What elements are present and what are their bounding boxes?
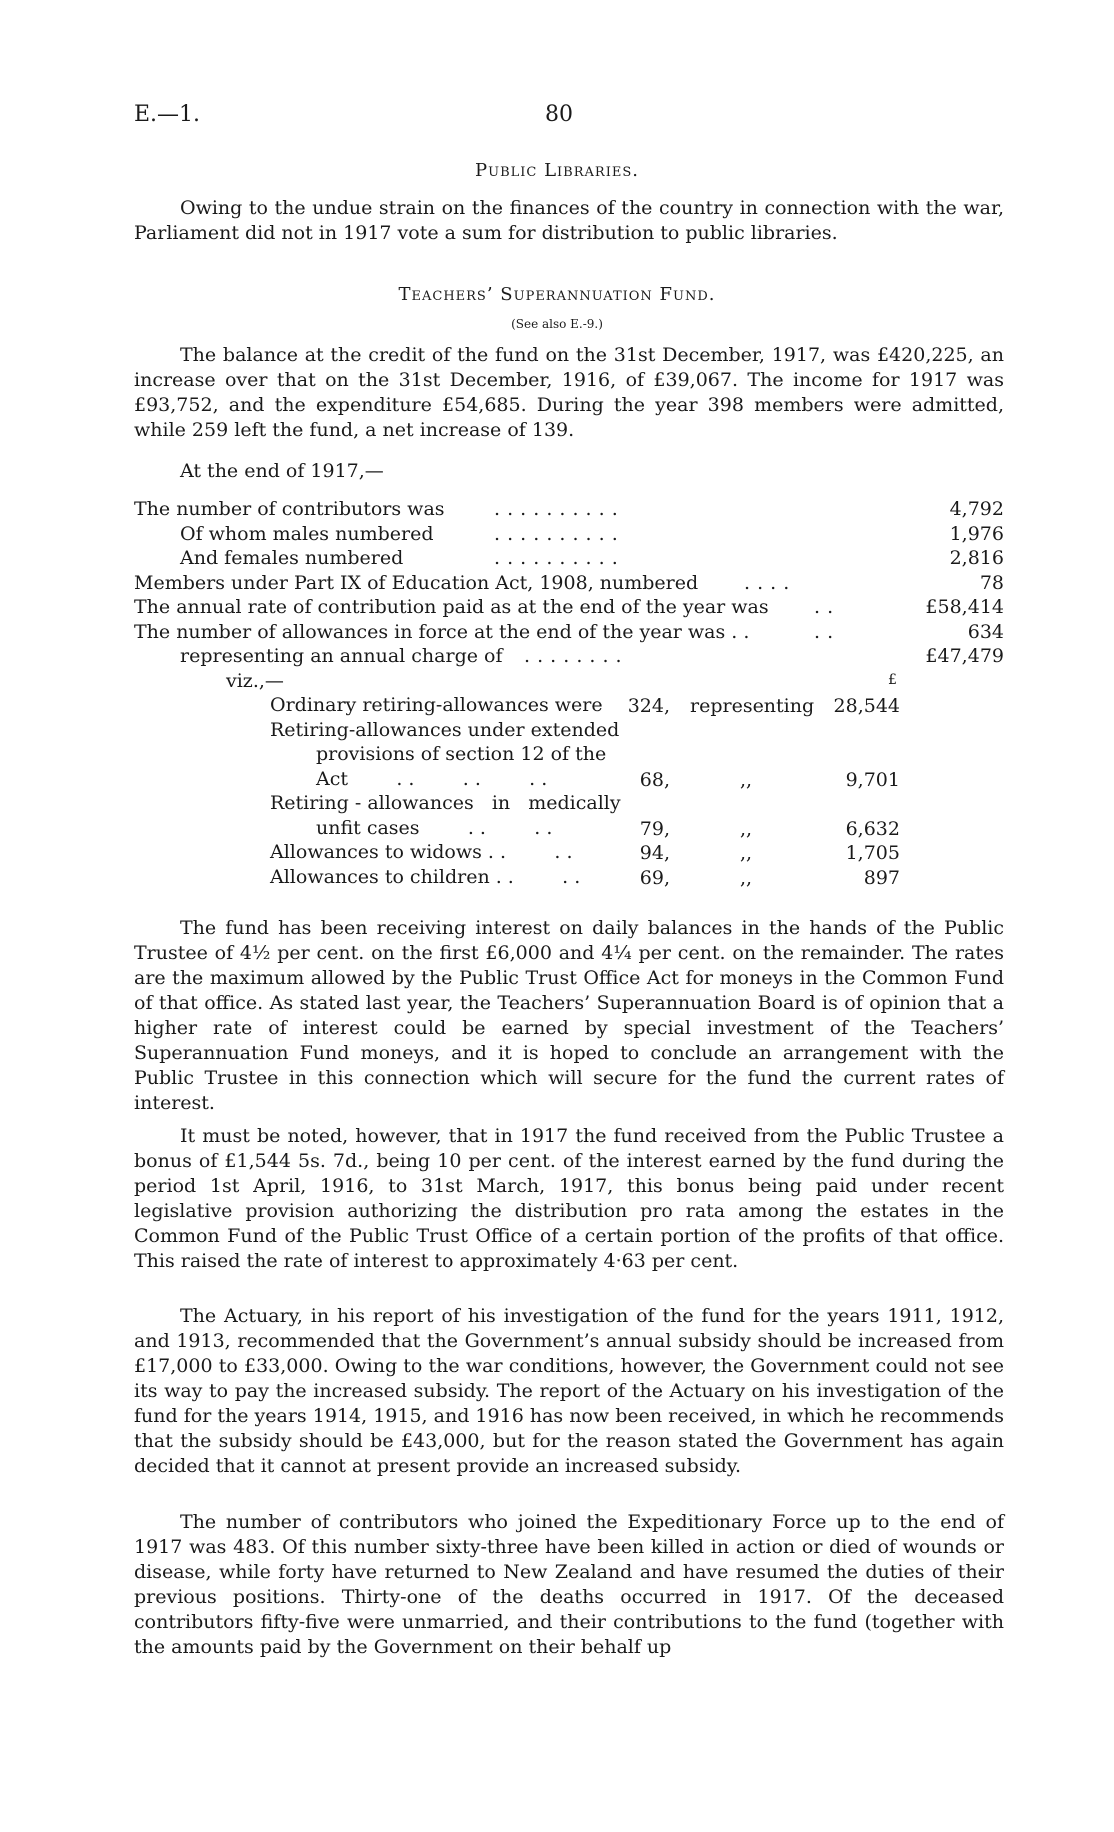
allowance-amount: 897 bbox=[863, 866, 900, 889]
stat-value: £47,479 bbox=[925, 645, 1004, 667]
stat-dot-leader: . . bbox=[814, 596, 834, 618]
document-reference: E.—1. bbox=[134, 102, 201, 127]
pound-column-header: £ bbox=[888, 672, 897, 688]
allowance-figures bbox=[620, 841, 900, 865]
section-title-public-libraries: Public Libraries. bbox=[475, 160, 639, 181]
stat-value: 634 bbox=[967, 620, 1004, 643]
stat-label: And females numbered bbox=[180, 547, 404, 569]
stat-dot-leader: . . . . bbox=[744, 571, 790, 594]
stat-value: 1,976 bbox=[949, 522, 1004, 545]
stat-label: Of whom males numbered bbox=[180, 522, 434, 545]
page-number: 80 bbox=[545, 102, 573, 127]
stat-value: £58,414 bbox=[925, 596, 1004, 618]
stat-dot-leader: . . . . . . . . . . bbox=[494, 498, 619, 520]
allowance-representing: ,, bbox=[740, 768, 753, 791]
section-title-teachers-fund: Teachers’ Superannuation Fund. bbox=[398, 284, 716, 305]
allowance-type-label: Ordinary retiring-allowances were bbox=[270, 694, 603, 716]
allowance-representing: ,, bbox=[740, 842, 753, 864]
stat-row bbox=[134, 620, 1004, 644]
allowance-representing: ,, bbox=[740, 866, 753, 889]
allowance-figures bbox=[620, 694, 900, 718]
allowance-count: 324, bbox=[627, 695, 670, 717]
interest-paragraph: The fund has been receiving interest on daily balances in the hands of the Public Trustee of 4½ per cent. on the first £6,000 and 4¼ per cent. on the remainder. The rates are the maximum allowed by the Public Trust Office Act for moneys in the Common Fund of that office. As stated last year, the Teachers’ Superannuation Board is of opinion that a higher rate of interest could be earned by special investment of the Teachers’ Superannuation Fund moneys, and it is hoped to conclude an arrangement with the Public Trustee in this connection which will secure for the fund the current rates of interest. bbox=[134, 917, 1004, 1114]
allowance-type-label: Act . . . . . . bbox=[316, 767, 548, 790]
allowance-figures bbox=[620, 866, 900, 890]
allowance-count: 94, bbox=[639, 842, 670, 864]
stat-label: The number of contributors was bbox=[134, 498, 445, 520]
allowance-figures bbox=[620, 817, 900, 841]
stat-dot-leader: . . . . . . . . . . bbox=[494, 522, 619, 545]
allowance-count: 79, bbox=[639, 817, 670, 840]
stat-row bbox=[134, 571, 1004, 595]
at-end-of-year-label: At the end of 1917,— bbox=[180, 460, 384, 482]
stat-label: representing an annual charge of bbox=[180, 645, 503, 667]
see-also-note: (See also E.-9.) bbox=[511, 317, 603, 331]
allowance-representing: ,, bbox=[740, 817, 753, 840]
expeditionary-force-paragraph: The number of contributors who joined the Expeditionary Force up to the end of 1917 was 483. Of this number sixty-three have been killed in action or died of wounds or disease, while forty have returned to New Zealand and have resumed the duties of their previous positions. Thirty-one of the deaths occurred in 1917. Of the deceased contributors fifty-five were unmarried, and their contributions to the fund (together with the amounts paid by the Government on their behalf up bbox=[134, 1511, 1004, 1658]
allowance-type-label: Retiring - allowances in medically bbox=[270, 792, 621, 814]
allowance-type-label: provisions of section 12 of the bbox=[316, 743, 607, 765]
allowance-count: 69, bbox=[639, 866, 670, 889]
allowance-type-label: Allowances to children . . . . bbox=[270, 865, 581, 888]
stat-dot-leader: . . bbox=[814, 620, 834, 643]
stat-label: Members under Part IX of Education Act, 1908, numbered bbox=[134, 571, 699, 594]
stat-row bbox=[134, 522, 1004, 546]
stat-dot-leader: . . . . . . . . . . bbox=[494, 547, 619, 569]
allowance-amount: 9,701 bbox=[845, 768, 900, 791]
stat-value: 78 bbox=[979, 571, 1004, 594]
bonus-paragraph: It must be noted, however, that in 1917 the fund received from the Public Trustee a bonus of £1,544 5s. 7d., being 10 per cent. of the interest earned by the fund during the period 1st April, 1916, to 31st March, 1917, this bonus being paid under recent legislative provision authorizing the distribution pro rata among the estates in the Common Fund of the Public Trust Office of a certain portion of the profits of that office. This raised the rate of interest to approximately 4·63 per cent. bbox=[134, 1125, 1004, 1272]
stat-value: 2,816 bbox=[949, 547, 1004, 569]
allowance-type-label: Retiring-allowances under extended bbox=[270, 718, 620, 741]
allowance-type-label: Allowances to widows . . . . bbox=[270, 841, 573, 863]
allowance-amount: 28,544 bbox=[833, 695, 900, 717]
allowance-figures bbox=[620, 768, 900, 792]
stat-row bbox=[134, 644, 1004, 668]
allowance-type-label: unfit cases . . . . bbox=[316, 816, 553, 839]
fund-balance-paragraph: The balance at the credit of the fund on the 31st December, 1917, was £420,225, an increase over that on the 31st December, 1916, of £39,067. The income for 1917 was £93,752, and the expenditure £54,685. During the year 398 members were admitted, while 259 left the fund, a net increase of 139. bbox=[134, 344, 1004, 441]
stat-row bbox=[134, 546, 1004, 570]
public-libraries-paragraph: Owing to the undue strain on the finances of the country in connection with the war, Parliament did not in 1917 vote a sum for distribution to public libraries. bbox=[134, 197, 1004, 244]
allowance-amount: 6,632 bbox=[845, 817, 900, 840]
allowance-representing: representing bbox=[690, 695, 815, 717]
stat-label: The annual rate of contribution paid as at the end of the year was bbox=[134, 596, 769, 618]
viz-label: viz.,— bbox=[226, 670, 284, 692]
stat-row bbox=[134, 497, 1004, 521]
stat-row bbox=[134, 595, 1004, 619]
actuary-paragraph: The Actuary, in his report of his investigation of the fund for the years 1911, 1912, and 1913, recommended that the Government’s annual subsidy should be increased from £17,000 to £33,000. Owing to the war conditions, however, the Government could not see its way to pay the increased subsidy. The report of the Actuary on his investigation of the fund for the years 1914, 1915, and 1916 has now been received, in which he recommends that the subsidy should be £43,000, but for the reason stated the Government has again decided that it cannot at present provide an increased subsidy. bbox=[134, 1305, 1004, 1477]
stat-dot-leader: . . . . . . . . bbox=[524, 645, 623, 667]
stat-value: 4,792 bbox=[949, 498, 1004, 520]
allowance-count: 68, bbox=[639, 768, 670, 791]
stat-label: The number of allowances in force at the end of the year was . . bbox=[134, 620, 750, 643]
allowance-amount: 1,705 bbox=[845, 842, 900, 864]
